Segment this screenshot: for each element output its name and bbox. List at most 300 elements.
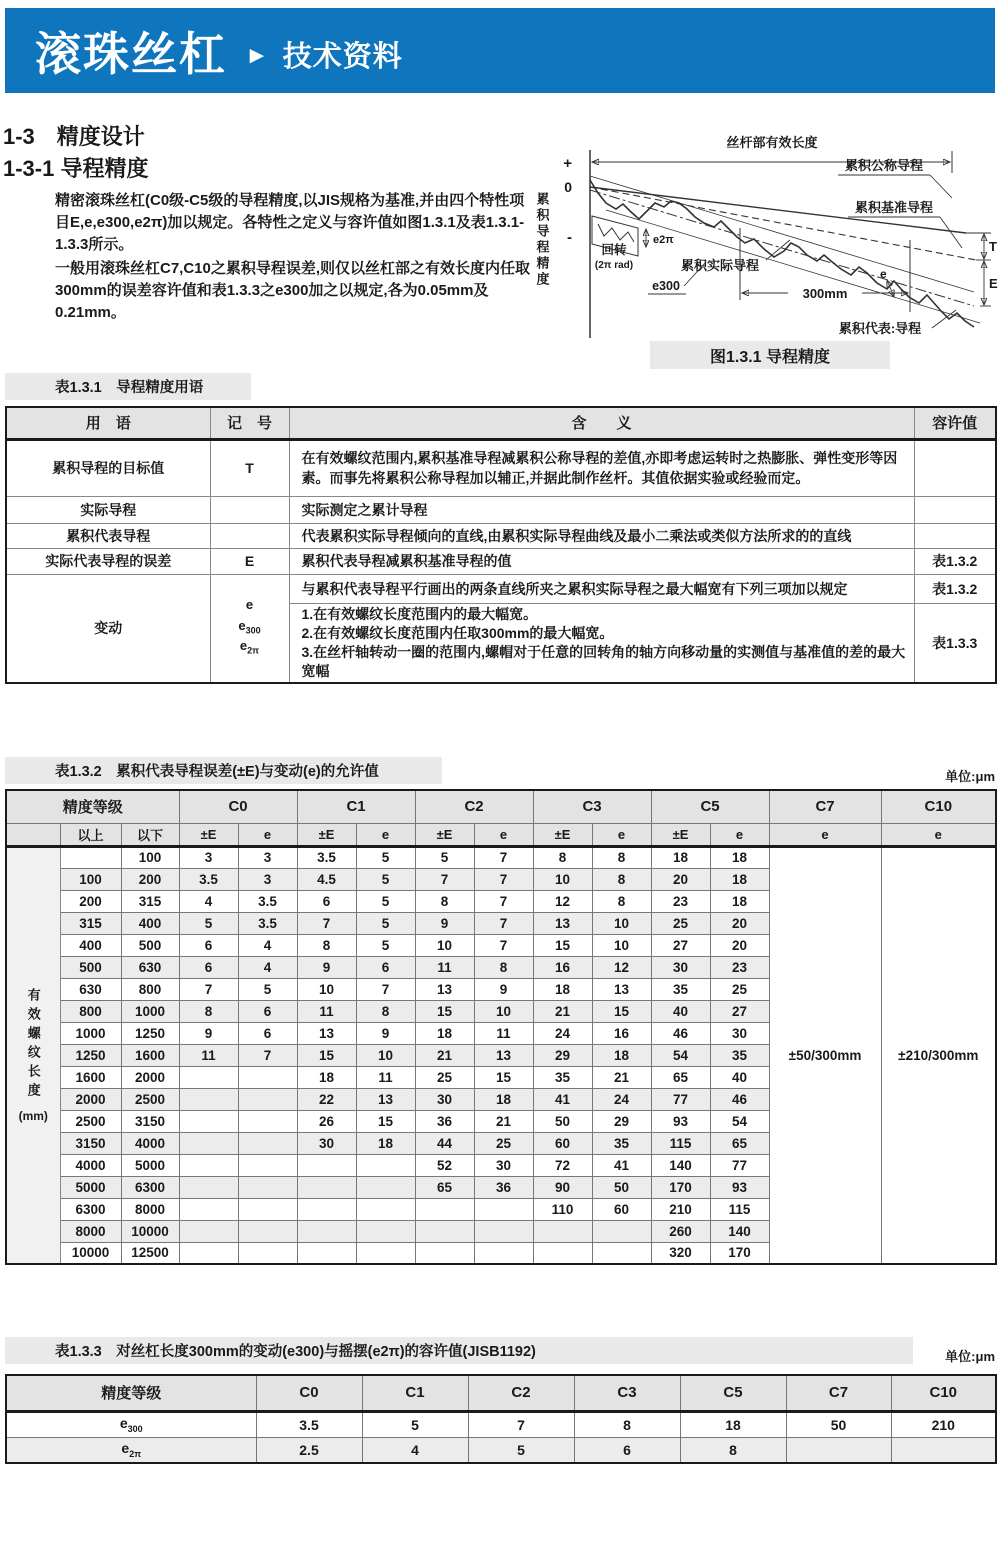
- cell: 4.5: [297, 868, 356, 890]
- page-title: 滚珠丝杠: [35, 27, 227, 80]
- cell: 24: [592, 1088, 651, 1110]
- intro-text: [55, 190, 533, 326]
- cell: 9: [356, 1022, 415, 1044]
- table1-title: 表1.3.1 导程精度用语: [5, 373, 251, 400]
- cell: 23: [651, 890, 710, 912]
- meaning-cell: 实际测定之累计导程: [289, 496, 914, 523]
- grade-c0: C0: [256, 1375, 362, 1411]
- cell: 800: [121, 978, 179, 1000]
- table-row: [6, 548, 996, 574]
- cell: 54: [651, 1044, 710, 1066]
- cell: [356, 1198, 415, 1220]
- cell: 1000: [60, 1022, 121, 1044]
- cell: 50: [533, 1110, 592, 1132]
- page-header-banner: [5, 8, 995, 93]
- cell: 15: [474, 1066, 533, 1088]
- cell: 2500: [60, 1110, 121, 1132]
- cell: [238, 1198, 297, 1220]
- cell: 200: [121, 868, 179, 890]
- cell: 13: [533, 912, 592, 934]
- cell: 30: [651, 956, 710, 978]
- cell: [592, 1220, 651, 1242]
- axis-plus-label: +: [563, 155, 572, 172]
- cell: 315: [60, 912, 121, 934]
- rotation-unit-label: (2π rad): [594, 260, 634, 271]
- cell: 8: [533, 846, 592, 868]
- cell: 21: [474, 1110, 533, 1132]
- cell: 9: [474, 978, 533, 1000]
- sub-header: ±E: [651, 823, 710, 846]
- cell: [238, 1154, 297, 1176]
- cell: 10: [592, 912, 651, 934]
- cell: [415, 1242, 474, 1264]
- cell: 140: [651, 1154, 710, 1176]
- cell: 3150: [121, 1110, 179, 1132]
- meaning-cell: 与累积代表导程平行画出的两条直线所夹之累积实际导程之最大幅宽有下列三项加以规定: [289, 574, 914, 603]
- cell: 630: [60, 978, 121, 1000]
- cell: 27: [710, 1000, 769, 1022]
- sub-header-empty: [6, 823, 60, 846]
- cell: 36: [474, 1176, 533, 1198]
- cell: 12500: [121, 1242, 179, 1264]
- grade-c0: C0: [179, 790, 297, 823]
- cell: 3.5: [297, 846, 356, 868]
- cell: [179, 1110, 238, 1132]
- cell: 25: [415, 1066, 474, 1088]
- intro-paragraph-2: 一般用滚珠丝杠C7,C10之累积导程误差,则仅以丝杠部之有效长度内任取300mm的误差容许值和表1.3.3之e300加之以规定,各为0.05mm及0.21mm。: [55, 260, 531, 321]
- cell: 10: [297, 978, 356, 1000]
- cell: 7: [238, 1044, 297, 1066]
- cell: 5: [179, 912, 238, 934]
- cell: 13: [474, 1044, 533, 1066]
- cell: 140: [710, 1220, 769, 1242]
- cell: 100: [60, 868, 121, 890]
- row-label-e2pi: $e_{2\pi}$: [6, 1437, 256, 1463]
- table2-body: [6, 846, 996, 1264]
- cell: [474, 1220, 533, 1242]
- cell: [356, 1176, 415, 1198]
- cell: 13: [415, 978, 474, 1000]
- cell: 115: [710, 1198, 769, 1220]
- cell: 60: [592, 1198, 651, 1220]
- cell: 25: [651, 912, 710, 934]
- cell: [356, 1242, 415, 1264]
- cell: 40: [651, 1000, 710, 1022]
- cell: 30: [474, 1154, 533, 1176]
- grade-c1: C1: [362, 1375, 468, 1411]
- cell: 8: [356, 1000, 415, 1022]
- cell: 8000: [121, 1198, 179, 1220]
- cell: 210: [891, 1411, 996, 1437]
- cell: 7: [474, 890, 533, 912]
- cell: 320: [651, 1242, 710, 1264]
- cell: [60, 846, 121, 868]
- cell: 24: [533, 1022, 592, 1044]
- cell: [474, 1198, 533, 1220]
- cell: 9: [179, 1022, 238, 1044]
- cell: 6: [238, 1000, 297, 1022]
- cell: [297, 1242, 356, 1264]
- table-row-e2pi: [6, 1437, 996, 1463]
- cell: 9: [297, 956, 356, 978]
- cell: 13: [592, 978, 651, 1000]
- symbol-cell: [210, 496, 289, 523]
- cell: 5: [362, 1411, 468, 1437]
- cell: 7: [297, 912, 356, 934]
- variation-item: 2.在有效螺纹长度范围内任取300mm的最大幅宽。: [301, 624, 614, 641]
- allow-cell: 表1.3.2: [914, 548, 996, 574]
- cell: 7: [179, 978, 238, 1000]
- cell: 77: [651, 1088, 710, 1110]
- cell: 50: [592, 1176, 651, 1198]
- symbol-cell: T: [210, 439, 289, 496]
- cell: 8: [592, 846, 651, 868]
- cell: [179, 1242, 238, 1264]
- term-cell: 实际导程: [6, 496, 210, 523]
- grade-c5: C5: [651, 790, 769, 823]
- table-row: [6, 574, 996, 603]
- cell: 5: [238, 978, 297, 1000]
- cell: 16: [533, 956, 592, 978]
- cell: 10: [474, 1000, 533, 1022]
- cell: [238, 1242, 297, 1264]
- cell: 400: [121, 912, 179, 934]
- cell: 52: [415, 1154, 474, 1176]
- table3-title: 表1.3.3 对丝杠长度300mm的变动(e300)与摇摆(e2π)的容许值(JISB1192): [5, 1337, 913, 1364]
- sub-header: ±E: [297, 823, 356, 846]
- cell: 8: [474, 956, 533, 978]
- variation-item: 3.在丝杆轴转动一圈的范围内,螺帽对于任意的回转角的轴方向移动量的实测值与基准值的差的最大宽幅: [301, 643, 906, 679]
- table2-c7-value: ±50/300mm: [769, 846, 881, 1264]
- cell: 11: [356, 1066, 415, 1088]
- cell: 93: [710, 1176, 769, 1198]
- intro-paragraph-1: 精密滚珠丝杠(C0级-C5级的导程精度,以JIS规格为基准,并由四个特性项目E,e,e300,e2π)加以规定。各特性之定义与容许值如图1.3.1及表1.3.1-1.3.3所示。: [55, 192, 525, 253]
- subsection-heading: 1-3-1 导程精度: [3, 156, 149, 181]
- cell: 170: [651, 1176, 710, 1198]
- table2-unit-label: 单位:μm: [945, 769, 995, 784]
- grade-c2: C2: [415, 790, 533, 823]
- lead-accuracy-terms-table: [5, 406, 997, 684]
- grade-c1: C1: [297, 790, 415, 823]
- cell: 10: [533, 868, 592, 890]
- cell: 3.5: [238, 890, 297, 912]
- table1-header-row: [6, 407, 996, 439]
- cell: 6: [356, 956, 415, 978]
- table3-header-row: [6, 1375, 996, 1411]
- cell: [179, 1176, 238, 1198]
- sub-header: ±E: [179, 823, 238, 846]
- cell: 40: [710, 1066, 769, 1088]
- cell: 3: [179, 846, 238, 868]
- symbol-cell: [210, 523, 289, 548]
- cell: 18: [356, 1132, 415, 1154]
- cell: 18: [680, 1411, 786, 1437]
- cell: 16: [592, 1022, 651, 1044]
- lead-accuracy-diagram: [528, 130, 1000, 342]
- cell: 46: [651, 1022, 710, 1044]
- cell: [415, 1198, 474, 1220]
- allow-cell: [914, 439, 996, 496]
- cell: [238, 1132, 297, 1154]
- cell: 4000: [121, 1132, 179, 1154]
- cell: 35: [592, 1132, 651, 1154]
- cell: 500: [60, 956, 121, 978]
- cell: 15: [415, 1000, 474, 1022]
- cell: 72: [533, 1154, 592, 1176]
- symbol-e2pi: $e_{2\pi}$: [239, 638, 260, 656]
- table2-c10-value: ±210/300mm: [881, 846, 996, 1264]
- cell: 5: [415, 846, 474, 868]
- cell: [297, 1220, 356, 1242]
- cell: 21: [592, 1066, 651, 1088]
- grade-c5: C5: [680, 1375, 786, 1411]
- e-label: e: [880, 267, 887, 281]
- cell: 5: [356, 912, 415, 934]
- cell: 5: [468, 1437, 574, 1463]
- cell: 170: [710, 1242, 769, 1264]
- cell: [238, 1066, 297, 1088]
- cell: [592, 1242, 651, 1264]
- arrow-right-icon: ►: [245, 41, 269, 69]
- cell: 13: [356, 1088, 415, 1110]
- cell: 8: [592, 868, 651, 890]
- cell: 4: [362, 1437, 468, 1463]
- cell: 11: [297, 1000, 356, 1022]
- cell: 7: [474, 846, 533, 868]
- cell: 18: [533, 978, 592, 1000]
- cell: 315: [121, 890, 179, 912]
- sub-header: ±E: [415, 823, 474, 846]
- cell: 3.5: [179, 868, 238, 890]
- cell: 13: [297, 1022, 356, 1044]
- cell: 7: [468, 1411, 574, 1437]
- cell: 35: [533, 1066, 592, 1088]
- cell: 5: [356, 868, 415, 890]
- cell: 27: [651, 934, 710, 956]
- sub-header: e: [881, 823, 996, 846]
- sub-header: e: [474, 823, 533, 846]
- cell: 8: [297, 934, 356, 956]
- cell: [356, 1220, 415, 1242]
- cell: 15: [592, 1000, 651, 1022]
- cell: 11: [474, 1022, 533, 1044]
- cell: [297, 1154, 356, 1176]
- cell: 18: [474, 1088, 533, 1110]
- cell: 110: [533, 1198, 592, 1220]
- sub-header: e: [710, 823, 769, 846]
- sub-header: 以上: [60, 823, 121, 846]
- cell: 15: [533, 934, 592, 956]
- cell: 23: [710, 956, 769, 978]
- cell: 1250: [60, 1044, 121, 1066]
- cell: 115: [651, 1132, 710, 1154]
- cell: [533, 1242, 592, 1264]
- cell: 26: [297, 1110, 356, 1132]
- cell: 25: [474, 1132, 533, 1154]
- cell: 65: [710, 1132, 769, 1154]
- axis-minus-label: -: [567, 229, 572, 246]
- cell: 7: [356, 978, 415, 1000]
- cell: 60: [533, 1132, 592, 1154]
- cell: 3: [238, 868, 297, 890]
- cell: 35: [710, 1044, 769, 1066]
- cell: 20: [651, 868, 710, 890]
- cell: 6300: [60, 1198, 121, 1220]
- rotation-label: 回转: [601, 243, 627, 257]
- cell: 400: [60, 934, 121, 956]
- cell: 3150: [60, 1132, 121, 1154]
- cell: 4: [179, 890, 238, 912]
- cell: 77: [710, 1154, 769, 1176]
- cell: 5: [356, 890, 415, 912]
- cell: 35: [651, 978, 710, 1000]
- cell: 20: [710, 912, 769, 934]
- cell: 65: [651, 1066, 710, 1088]
- cell: 3: [238, 846, 297, 868]
- cell: 93: [651, 1110, 710, 1132]
- accuracy-grade-header: 精度等级: [6, 1375, 256, 1411]
- cell: 21: [415, 1044, 474, 1066]
- cell: [179, 1066, 238, 1088]
- figure-caption: 图1.3.1 导程精度: [650, 341, 890, 369]
- cell: 6: [238, 1022, 297, 1044]
- accuracy-grade-header: 精度等级: [6, 790, 179, 823]
- cell: [891, 1437, 996, 1463]
- cell: 1250: [121, 1022, 179, 1044]
- symbol-e: e: [245, 597, 254, 613]
- cell: [238, 1176, 297, 1198]
- cell: 12: [533, 890, 592, 912]
- table-row: [6, 496, 996, 523]
- cell: 22: [297, 1088, 356, 1110]
- cell: 1600: [60, 1066, 121, 1088]
- actual-lead-label: 累积实际导程: [680, 258, 760, 273]
- cell: 54: [710, 1110, 769, 1132]
- cell: 18: [297, 1066, 356, 1088]
- cell: 29: [592, 1110, 651, 1132]
- cell: [415, 1220, 474, 1242]
- cell: [179, 1220, 238, 1242]
- cell: 9: [415, 912, 474, 934]
- cell: 4000: [60, 1154, 121, 1176]
- allow-cell: [914, 496, 996, 523]
- cell: 4: [238, 956, 297, 978]
- e300-label: e300: [652, 279, 680, 293]
- table2-title: 表1.3.2 累积代表导程误差(±E)与变动(e)的允许值: [5, 757, 442, 784]
- nominal-lead-label: 累积公称导程: [844, 158, 924, 173]
- cell: 5000: [60, 1176, 121, 1198]
- cell: 4: [238, 934, 297, 956]
- cell: 46: [710, 1088, 769, 1110]
- table-row-e300: [6, 1411, 996, 1437]
- cell: 5000: [121, 1154, 179, 1176]
- cell: 3.5: [256, 1411, 362, 1437]
- cell: 7: [474, 868, 533, 890]
- e300-tolerance-table: [5, 1374, 997, 1464]
- cell: 11: [415, 956, 474, 978]
- table1-col-meaning: 含 义: [289, 407, 914, 439]
- cell: 18: [710, 890, 769, 912]
- cell: 8: [592, 890, 651, 912]
- cell: [179, 1154, 238, 1176]
- cell: 6300: [121, 1176, 179, 1198]
- sub-header: e: [356, 823, 415, 846]
- meaning-cell: 代表累积实际导程倾向的直线,由累积实际导程曲线及最小二乘法或类似方法所求的的直线: [289, 523, 914, 548]
- grade-c2: C2: [468, 1375, 574, 1411]
- grade-c10: C10: [891, 1375, 996, 1411]
- cell: 6: [179, 956, 238, 978]
- table1-col-symbol: 记 号: [210, 407, 289, 439]
- sub-header: e: [592, 823, 651, 846]
- meaning-cell: 累积代表导程减累积基准导程的值: [289, 548, 914, 574]
- cell: 8000: [60, 1220, 121, 1242]
- term-cell: 实际代表导程的误差: [6, 548, 210, 574]
- e-dim-label: E: [989, 276, 998, 291]
- sub-header: 以下: [121, 823, 179, 846]
- allow-cell: 表1.3.2: [914, 574, 996, 603]
- representative-lead-label: 累积代表:导程: [838, 321, 922, 336]
- term-cell: 累积导程的目标值: [6, 439, 210, 496]
- cell: 1000: [121, 1000, 179, 1022]
- t-dim-label: T: [989, 239, 997, 254]
- symbol-e300: $e_{300}$: [238, 617, 261, 636]
- cell: [297, 1198, 356, 1220]
- cell: 18: [710, 846, 769, 868]
- meaning-cell: 在有效螺纹范围内,累积基准导程减累积公称导程的差值,亦即考虑运转时之热膨胀、弹性变形等因素。而事先将累积公称导程加以辅正,并据此制作丝杆。其值依据实验或经验而定。: [289, 439, 914, 496]
- reference-lead-label: 累积基准导程: [854, 200, 934, 215]
- cell: 10: [356, 1044, 415, 1066]
- table1-col-term: 用 语: [6, 407, 210, 439]
- cell: 29: [533, 1044, 592, 1066]
- table-row: [6, 439, 996, 496]
- cell: 30: [297, 1132, 356, 1154]
- cell: 7: [474, 912, 533, 934]
- cell: [179, 1198, 238, 1220]
- cell: 18: [651, 846, 710, 868]
- cell: 8: [415, 890, 474, 912]
- cell: 6: [574, 1437, 680, 1463]
- grade-c3: C3: [574, 1375, 680, 1411]
- cell: [179, 1088, 238, 1110]
- cell: 100: [121, 846, 179, 868]
- cell: 10000: [121, 1220, 179, 1242]
- grade-c7: C7: [786, 1375, 891, 1411]
- cell: 210: [651, 1198, 710, 1220]
- cell: 10: [592, 934, 651, 956]
- cell: 30: [415, 1088, 474, 1110]
- cell: 2000: [60, 1088, 121, 1110]
- table-row: [6, 523, 996, 548]
- cell: [238, 1088, 297, 1110]
- cell: 18: [710, 868, 769, 890]
- cell: 30: [710, 1022, 769, 1044]
- cell: 6: [297, 890, 356, 912]
- cell: 25: [710, 978, 769, 1000]
- cell: 7: [415, 868, 474, 890]
- table-row: [6, 846, 996, 868]
- cell: [179, 1132, 238, 1154]
- sub-header: e: [238, 823, 297, 846]
- cell: 11: [179, 1044, 238, 1066]
- axis-zero-label: 0: [564, 179, 572, 195]
- sub-header: e: [769, 823, 881, 846]
- cell: [356, 1154, 415, 1176]
- effective-thread-length-label: 有效螺纹长度 (mm): [6, 846, 60, 1264]
- cell: 200: [60, 890, 121, 912]
- cell: [238, 1220, 297, 1242]
- cell: 18: [592, 1044, 651, 1066]
- symbol-cell: E: [210, 548, 289, 574]
